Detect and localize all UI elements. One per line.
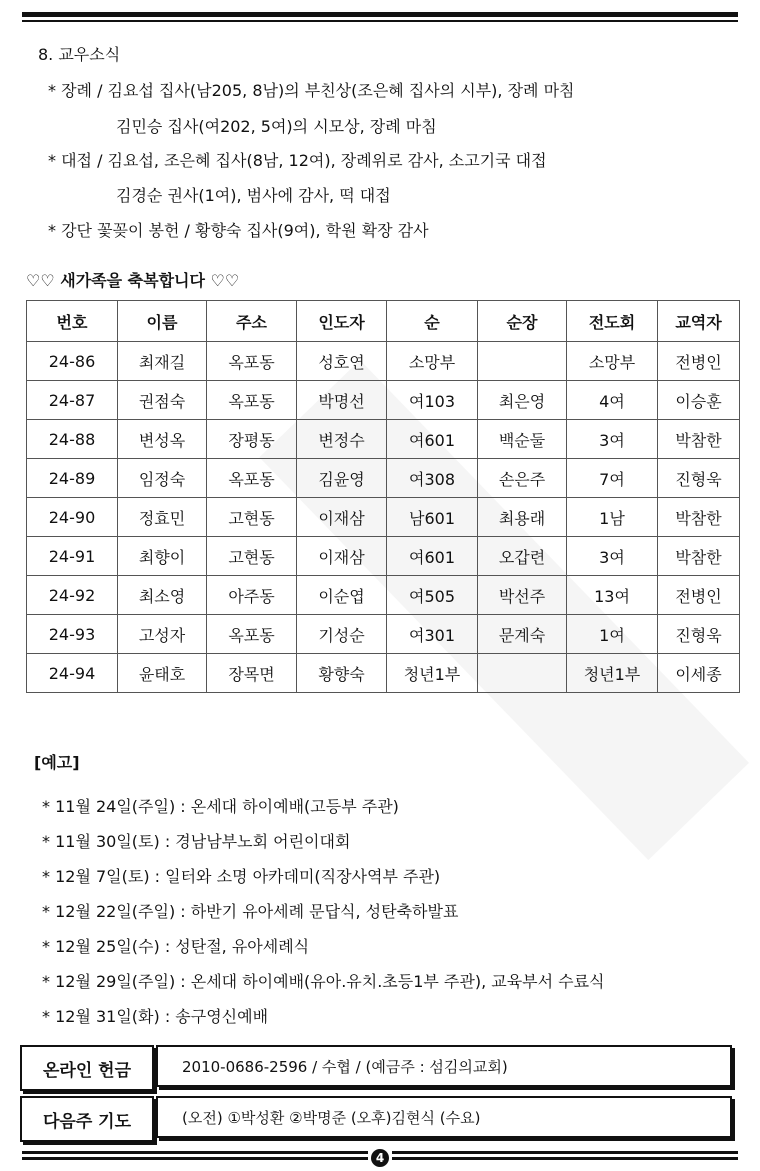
notice-title: [예고] — [34, 753, 80, 772]
online-offering-account: 2010-0686-2596 / 수협 / (예금주 : 섬김의교회) — [156, 1045, 732, 1087]
cell-number: 24-92 — [27, 576, 118, 615]
cell-group: 여505 — [387, 576, 478, 615]
cell-pastor: 이승훈 — [658, 381, 740, 420]
cell-name: 변성옥 — [118, 420, 207, 459]
cell-pastor: 진형욱 — [658, 615, 740, 654]
notice-item: * 11월 30일(토) : 경남남부노회 어린이대회 — [42, 832, 351, 851]
news-line-treat-2: 김경순 권사(1여), 범사에 감사, 떡 대접 — [116, 186, 391, 205]
cell-address: 고현동 — [207, 537, 297, 576]
bottom-rule-left — [22, 1151, 368, 1154]
news-line-funeral-2: 김민승 집사(여202, 5여)의 시모상, 장례 마침 — [116, 117, 437, 136]
cell-pastor: 전병인 — [658, 342, 740, 381]
section-title: 8. 교우소식 — [38, 45, 121, 64]
cell-guide: 이재삼 — [297, 498, 387, 537]
notice-item: * 12월 7일(토) : 일터와 소명 아카데미(직장사역부 주관) — [42, 867, 441, 886]
cell-guide: 이재삼 — [297, 537, 387, 576]
cell-address: 옥포동 — [207, 342, 297, 381]
cell-mission-society: 3여 — [567, 420, 658, 459]
cell-group-leader: 백순둘 — [478, 420, 567, 459]
next-week-prayer-names: (오전) ①박성환 ②박명준 (오후)김현식 (수요) — [156, 1096, 732, 1138]
header-pastor: 교역자 — [658, 301, 740, 342]
table-row — [27, 615, 740, 654]
cell-name: 정효민 — [118, 498, 207, 537]
cell-number: 24-94 — [27, 654, 118, 693]
page-number: 4 — [371, 1149, 389, 1167]
cell-group: 여103 — [387, 381, 478, 420]
cell-group-leader — [478, 342, 567, 381]
cell-address: 옥포동 — [207, 615, 297, 654]
top-rule-thick — [22, 12, 738, 17]
cell-pastor: 박참한 — [658, 498, 740, 537]
cell-number: 24-86 — [27, 342, 118, 381]
notice-item: * 11월 24일(주일) : 온세대 하이예배(고등부 주관) — [42, 797, 399, 816]
cell-mission-society: 1남 — [567, 498, 658, 537]
table-row — [27, 654, 740, 693]
cell-name: 최향이 — [118, 537, 207, 576]
cell-mission-society: 4여 — [567, 381, 658, 420]
header-guide: 인도자 — [297, 301, 387, 342]
cell-pastor: 진형욱 — [658, 459, 740, 498]
online-offering-label: 온라인 헌금 — [20, 1045, 154, 1091]
cell-address: 장목면 — [207, 654, 297, 693]
cell-pastor: 이세종 — [658, 654, 740, 693]
cell-group-leader: 손은주 — [478, 459, 567, 498]
cell-name: 고성자 — [118, 615, 207, 654]
cell-name: 윤태호 — [118, 654, 207, 693]
table-row — [27, 342, 740, 381]
cell-address: 옥포동 — [207, 381, 297, 420]
table-row — [27, 459, 740, 498]
cell-group-leader: 최용래 — [478, 498, 567, 537]
top-rule-thin — [22, 20, 738, 22]
cell-mission-society: 3여 — [567, 537, 658, 576]
table-row — [27, 537, 740, 576]
cell-pastor: 전병인 — [658, 576, 740, 615]
cell-mission-society: 소망부 — [567, 342, 658, 381]
notice-item: * 12월 29일(주일) : 온세대 하이예배(유아.유치.초등1부 주관), 교육부서 수료식 — [42, 972, 605, 991]
cell-number: 24-91 — [27, 537, 118, 576]
cell-group: 청년1부 — [387, 654, 478, 693]
table-row — [27, 498, 740, 537]
header-group-leader: 순장 — [478, 301, 567, 342]
table-row — [27, 420, 740, 459]
cell-guide: 기성순 — [297, 615, 387, 654]
header-number: 번호 — [27, 301, 118, 342]
cell-pastor: 박참한 — [658, 537, 740, 576]
header-mission-society: 전도회 — [567, 301, 658, 342]
cell-address: 아주동 — [207, 576, 297, 615]
notice-item: * 12월 25일(수) : 성탄절, 유아세례식 — [42, 937, 310, 956]
table-row — [27, 381, 740, 420]
cell-number: 24-93 — [27, 615, 118, 654]
cell-name: 임정숙 — [118, 459, 207, 498]
cell-mission-society: 7여 — [567, 459, 658, 498]
cell-group-leader: 최은영 — [478, 381, 567, 420]
cell-guide: 박명선 — [297, 381, 387, 420]
cell-number: 24-88 — [27, 420, 118, 459]
cell-group: 소망부 — [387, 342, 478, 381]
bottom-rule-right — [392, 1151, 738, 1154]
cell-address: 고현동 — [207, 498, 297, 537]
cell-group: 여301 — [387, 615, 478, 654]
notice-item: * 12월 22일(주일) : 하반기 유아세례 문답식, 성탄축하발표 — [42, 902, 459, 921]
new-family-table — [26, 300, 740, 693]
cell-group-leader: 박선주 — [478, 576, 567, 615]
cell-group-leader — [478, 654, 567, 693]
bottom-rule-right-2 — [392, 1157, 738, 1160]
cell-group: 여601 — [387, 420, 478, 459]
news-line-flowers: * 강단 꽃꽂이 봉헌 / 황향숙 집사(9여), 학원 확장 감사 — [48, 221, 429, 240]
news-line-funeral: * 장례 / 김요섭 집사(남205, 8남)의 부친상(조은혜 집사의 시부), 장례 마침 — [48, 81, 575, 100]
cell-name: 권점숙 — [118, 381, 207, 420]
cell-mission-society: 1여 — [567, 615, 658, 654]
cell-number: 24-87 — [27, 381, 118, 420]
cell-mission-society: 청년1부 — [567, 654, 658, 693]
cell-number: 24-90 — [27, 498, 118, 537]
header-group: 순 — [387, 301, 478, 342]
cell-group-leader: 문계숙 — [478, 615, 567, 654]
cell-mission-society: 13여 — [567, 576, 658, 615]
cell-guide: 성호연 — [297, 342, 387, 381]
cell-group: 남601 — [387, 498, 478, 537]
header-address: 주소 — [207, 301, 297, 342]
cell-group: 여601 — [387, 537, 478, 576]
bottom-rule-left-2 — [22, 1157, 368, 1160]
new-family-heading: ♡♡ 새가족을 축복합니다 ♡♡ — [26, 271, 240, 290]
cell-name: 최재길 — [118, 342, 207, 381]
cell-number: 24-89 — [27, 459, 118, 498]
notice-item: * 12월 31일(화) : 송구영신예배 — [42, 1007, 269, 1026]
cell-guide: 변정수 — [297, 420, 387, 459]
table-row — [27, 576, 740, 615]
cell-group: 여308 — [387, 459, 478, 498]
cell-pastor: 박참한 — [658, 420, 740, 459]
cell-address: 장평동 — [207, 420, 297, 459]
cell-group-leader: 오갑련 — [478, 537, 567, 576]
header-name: 이름 — [118, 301, 207, 342]
next-week-prayer-label: 다음주 기도 — [20, 1096, 154, 1142]
cell-address: 옥포동 — [207, 459, 297, 498]
cell-name: 최소영 — [118, 576, 207, 615]
cell-guide: 이순엽 — [297, 576, 387, 615]
table-header-row — [27, 301, 740, 342]
news-line-treat: * 대접 / 김요섭, 조은혜 집사(8남, 12여), 장례위로 감사, 소고기국 대접 — [48, 151, 547, 170]
cell-guide: 김윤영 — [297, 459, 387, 498]
cell-guide: 황향숙 — [297, 654, 387, 693]
